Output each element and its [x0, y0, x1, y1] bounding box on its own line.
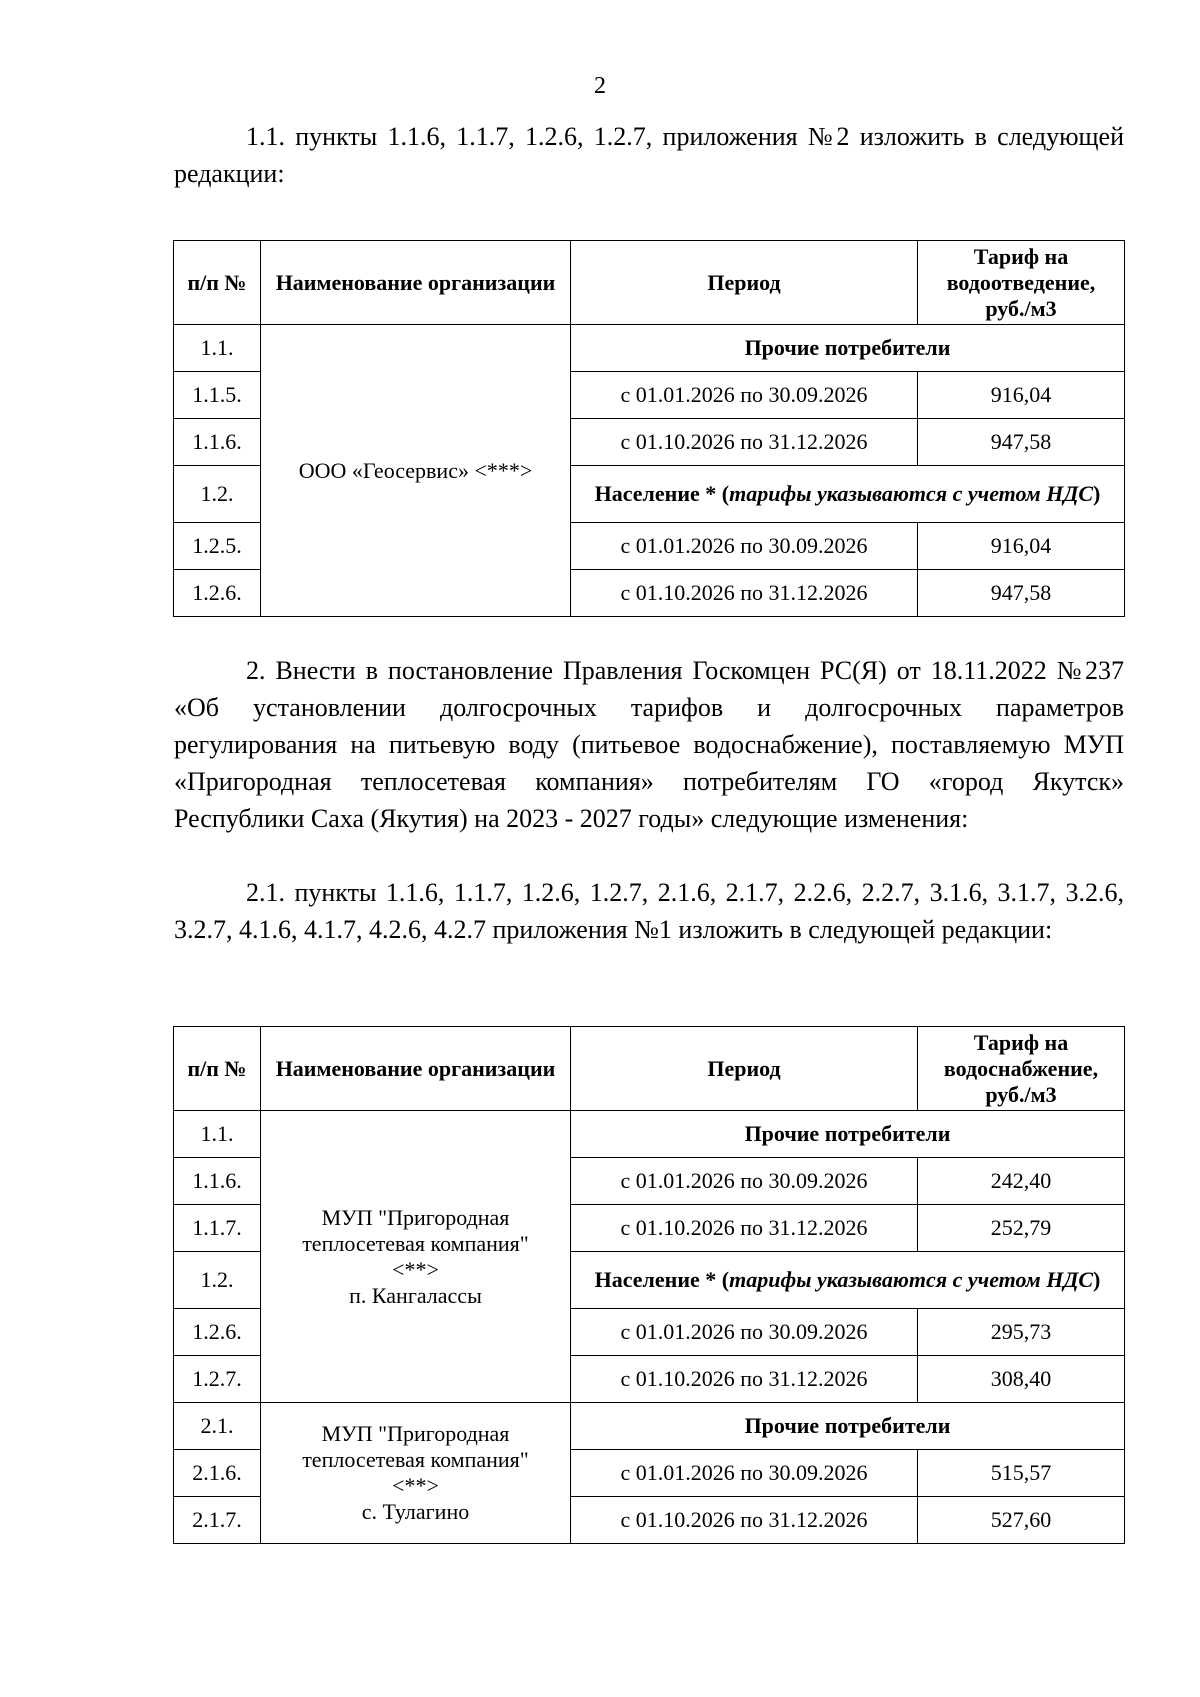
org-code: <**> — [392, 1473, 439, 1498]
paragraph-2-1: 2.1. пункты 1.1.6, 1.1.7, 1.2.6, 1.2.7, 2.1.6, 2.1.7, 2.2.6, 2.2.7, 3.1.6, 3.1.7, 3.2.6, 3.2.7, 4.1.6, 4.1.7, 4.2.6, 4.2.7 приложения №1 изложить в следующей редакции: — [174, 878, 1124, 944]
table-row — [174, 325, 1125, 372]
row-num: 1.2. — [174, 1252, 261, 1309]
header-org: Наименование организации — [261, 1027, 571, 1111]
row-num: 2.1.7. — [174, 1497, 261, 1544]
row-value: 308,40 — [918, 1356, 1125, 1403]
row-num: 1.1.5. — [174, 372, 261, 419]
row-num: 1.2.6. — [174, 570, 261, 617]
row-value: 515,57 — [918, 1450, 1125, 1497]
org-code: <**> — [392, 1256, 439, 1282]
table-header-row — [174, 241, 1125, 325]
header-num: п/п № — [174, 1027, 261, 1111]
row-value: 527,60 — [918, 1497, 1125, 1544]
row-value: 242,40 — [918, 1158, 1125, 1205]
page-number: 2 — [594, 73, 606, 99]
header-tariff: Тариф на водоотведение, руб./м3 — [918, 241, 1125, 325]
org-name-line: МУП "Пригородная теплосетевая компания" — [302, 1421, 529, 1472]
subheader: Прочие потребители — [571, 1403, 1125, 1450]
row-value: 252,79 — [918, 1205, 1125, 1252]
tariff-table-water — [173, 1026, 1125, 1544]
org-name-line: МУП "Пригородная теплосетевая компания" — [302, 1204, 529, 1256]
row-num: 1.2.5. — [174, 523, 261, 570]
row-num: 1.2.6. — [174, 1309, 261, 1356]
row-period: с 01.10.2026 по 31.12.2026 — [571, 1356, 918, 1403]
row-period: с 01.01.2026 по 30.09.2026 — [571, 523, 918, 570]
row-num: 2.1.6. — [174, 1450, 261, 1497]
row-value: 947,58 — [918, 570, 1125, 617]
row-period: с 01.01.2026 по 30.09.2026 — [571, 372, 918, 419]
row-num: 1.1. — [174, 325, 261, 372]
row-period: с 01.10.2026 по 31.12.2026 — [571, 419, 918, 466]
row-period: с 01.01.2026 по 30.09.2026 — [571, 1309, 918, 1356]
row-value: 947,58 — [918, 419, 1125, 466]
row-value: 916,04 — [918, 372, 1125, 419]
header-num: п/п № — [174, 241, 261, 325]
row-period: с 01.10.2026 по 31.12.2026 — [571, 570, 918, 617]
row-period: с 01.10.2026 по 31.12.2026 — [571, 1497, 918, 1544]
paragraph-1-1: 1.1. пункты 1.1.6, 1.1.7, 1.2.6, 1.2.7, приложения №2 изложить в следующей редакции: — [174, 122, 1124, 188]
row-num: 2.1. — [174, 1403, 261, 1450]
table-header-row — [174, 1027, 1125, 1111]
row-value: 916,04 — [918, 523, 1125, 570]
table-row — [174, 1111, 1125, 1158]
org-name — [261, 1111, 571, 1403]
row-period: с 01.10.2026 по 31.12.2026 — [571, 1205, 918, 1252]
row-num: 1.1. — [174, 1111, 261, 1158]
row-num: 1.2. — [174, 466, 261, 523]
org-locality: п. Кангалассы — [349, 1282, 482, 1308]
row-value: 295,73 — [918, 1309, 1125, 1356]
table-row — [174, 1403, 1125, 1450]
tariff-table-sewage — [173, 240, 1125, 617]
org-name: ООО «Геосервис» <***> — [261, 325, 571, 617]
subheader-population: Население * (тарифы указываются с учетом НДС) — [571, 1252, 1125, 1309]
header-org: Наименование организации — [261, 241, 571, 325]
row-num: 1.2.7. — [174, 1356, 261, 1403]
row-num: 1.1.6. — [174, 1158, 261, 1205]
subheader: Прочие потребители — [571, 1111, 1125, 1158]
header-period: Период — [571, 241, 918, 325]
subheader-population: Население * (тарифы указываются с учетом НДС) — [571, 466, 1125, 523]
subheader: Прочие потребители — [571, 325, 1125, 372]
org-locality: с. Тулагино — [361, 1499, 470, 1524]
header-tariff: Тариф на водоснабжение, руб./м3 — [918, 1027, 1125, 1111]
row-period: с 01.01.2026 по 30.09.2026 — [571, 1450, 918, 1497]
row-period: с 01.01.2026 по 30.09.2026 — [571, 1158, 918, 1205]
row-num: 1.1.6. — [174, 419, 261, 466]
header-period: Период — [571, 1027, 918, 1111]
org-name — [261, 1403, 571, 1544]
paragraph-2: 2. Внести в постановление Правления Госкомцен РС(Я) от 18.11.2022 №237 «Об установлении долгосрочных тарифов и долгосрочных параметров регулирования на питьевую воду (питьевое водоснабжение), поставляемую МУП «Пригородная теплосетевая компания» потребителям ГО «город Якутск» Республики Саха (Якутия) на 2023 - 2027 годы» следующие изменения: — [174, 656, 1124, 833]
row-num: 1.1.7. — [174, 1205, 261, 1252]
